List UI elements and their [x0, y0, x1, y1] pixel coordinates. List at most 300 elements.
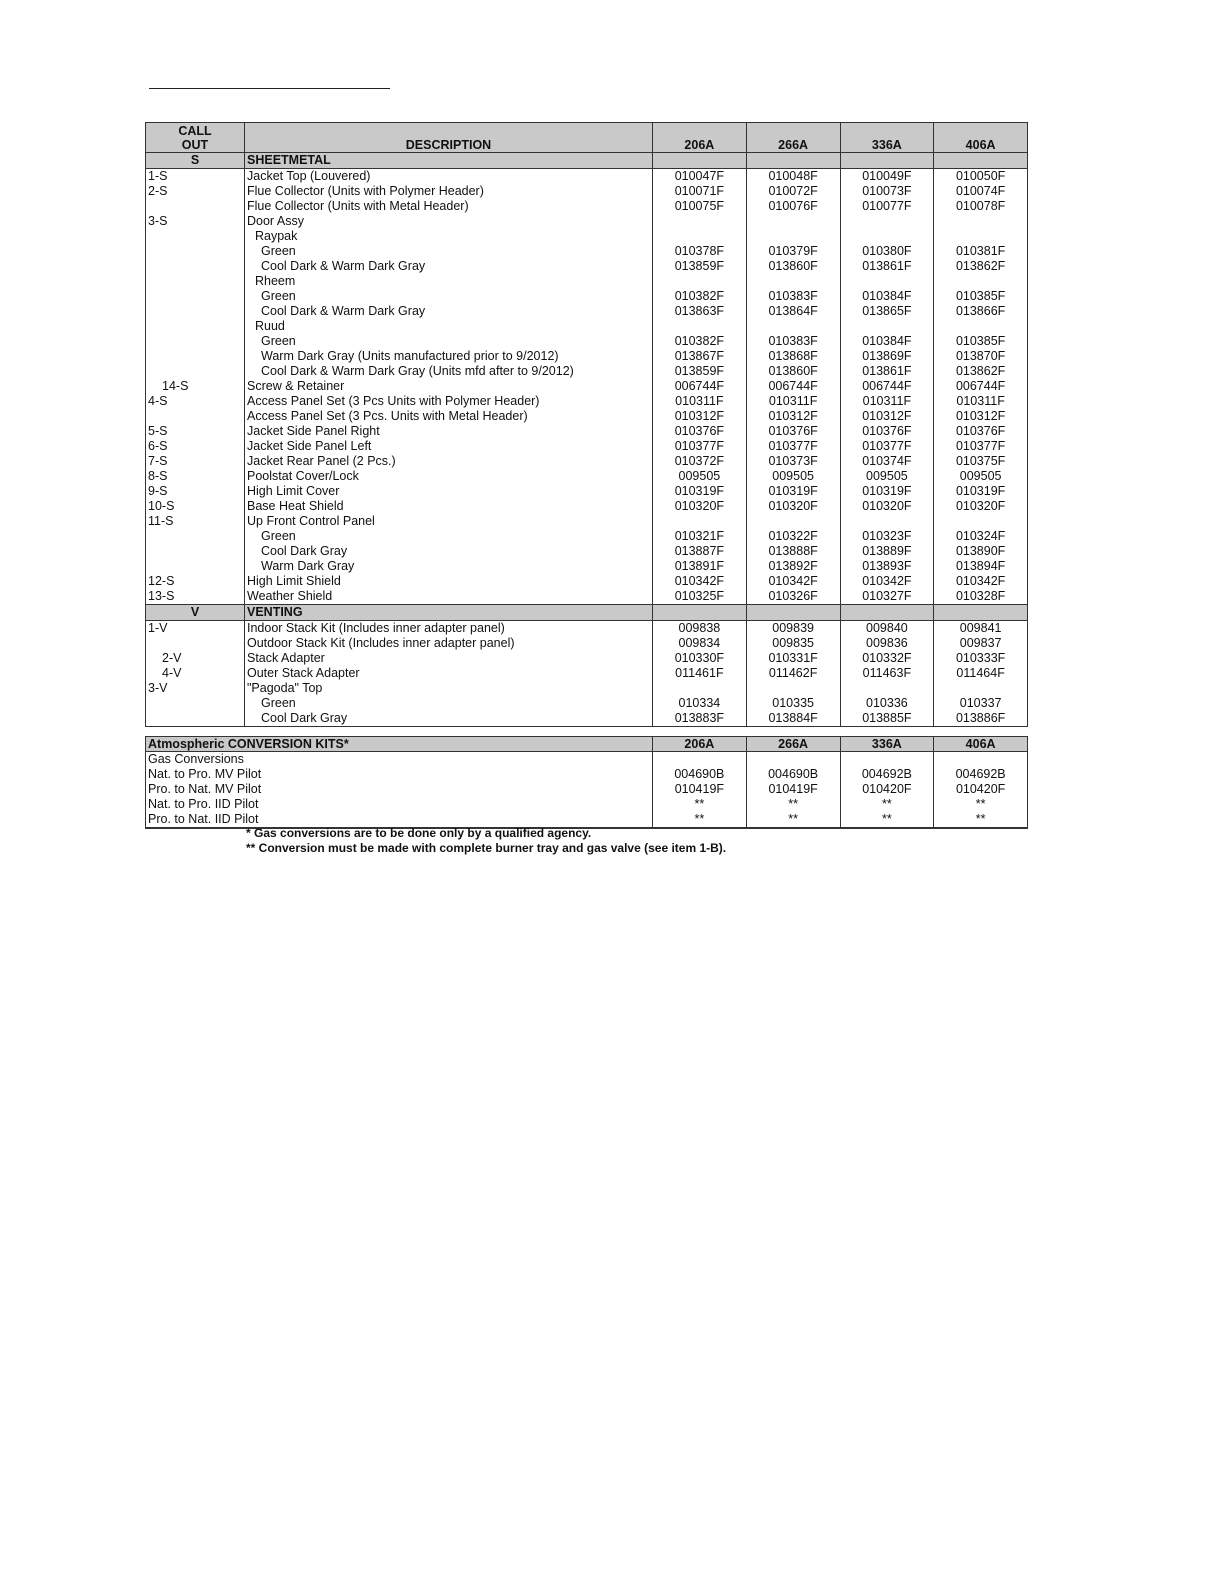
section-code: S: [146, 153, 245, 169]
part-number-cell: [840, 319, 934, 334]
part-number-cell: 010375F: [934, 454, 1028, 469]
description-text: Jacket Side Panel Right: [247, 424, 380, 438]
description-text: Raypak: [255, 229, 298, 243]
call-out-header: [146, 123, 245, 153]
part-row: [146, 229, 1028, 244]
part-number-cell: 010378F: [653, 244, 747, 259]
part-number-cell: 010076F: [746, 199, 840, 214]
kit-number-cell: 004690B: [746, 767, 840, 782]
part-number-cell: 010319F: [653, 484, 747, 499]
kit-row: [146, 752, 1028, 768]
call-out-cell: [146, 319, 245, 334]
part-number-cell: 010072F: [746, 184, 840, 199]
part-number-cell: 010383F: [746, 334, 840, 349]
part-number-cell: [840, 514, 934, 529]
part-number-cell: 013886F: [934, 711, 1028, 727]
part-number-cell: 010337: [934, 696, 1028, 711]
part-number-cell: 006744F: [934, 379, 1028, 394]
part-number-cell: [746, 514, 840, 529]
kit-number-cell: **: [840, 812, 934, 828]
part-number-cell: 006744F: [840, 379, 934, 394]
call-out-cell: 2-V: [146, 651, 245, 666]
part-number-cell: 013894F: [934, 559, 1028, 574]
part-number-cell: [653, 229, 747, 244]
part-number-cell: 013869F: [840, 349, 934, 364]
model-header: 336A: [840, 737, 934, 752]
description-text: Rheem: [255, 274, 296, 288]
description-cell: [245, 621, 653, 637]
call-out-cell: 1-V: [146, 621, 245, 637]
part-row: [146, 589, 1028, 605]
part-number-cell: [653, 681, 747, 696]
part-row: [146, 394, 1028, 409]
part-number-cell: 010376F: [653, 424, 747, 439]
part-number-cell: 010074F: [934, 184, 1028, 199]
description-text: Cool Dark & Warm Dark Gray: [261, 259, 426, 273]
part-number-cell: 010321F: [653, 529, 747, 544]
part-number-cell: 010047F: [653, 169, 747, 185]
description-cell: [245, 484, 653, 499]
description-header: DESCRIPTION: [245, 123, 653, 153]
part-number-cell: 010311F: [653, 394, 747, 409]
call-out-cell: [146, 544, 245, 559]
part-number-cell: 010382F: [653, 334, 747, 349]
kit-number-cell: 004692B: [934, 767, 1028, 782]
part-number-cell: [653, 319, 747, 334]
part-number-cell: 010382F: [653, 289, 747, 304]
part-number-cell: [934, 274, 1028, 289]
description-cell: [245, 334, 653, 349]
description-text: Jacket Side Panel Left: [247, 439, 372, 453]
conversion-kits-table: [145, 736, 1028, 829]
kit-number-cell: 010420F: [934, 782, 1028, 797]
part-number-cell: 009838: [653, 621, 747, 637]
part-number-cell: 010049F: [840, 169, 934, 185]
section-blank-cell: [934, 605, 1028, 621]
part-number-cell: 010078F: [934, 199, 1028, 214]
kit-row: [146, 797, 1028, 812]
part-number-cell: 010312F: [653, 409, 747, 424]
description-text: Access Panel Set (3 Pcs Units with Polymer Header): [247, 394, 540, 408]
call-out-cell: 12-S: [146, 574, 245, 589]
call-out-cell: 3-V: [146, 681, 245, 696]
footnotes: [246, 826, 726, 856]
description-cell: [245, 696, 653, 711]
part-number-cell: 013860F: [746, 259, 840, 274]
call-out-cell: [146, 529, 245, 544]
part-number-cell: 013862F: [934, 364, 1028, 379]
part-row: [146, 499, 1028, 514]
part-number-cell: 010342F: [840, 574, 934, 589]
section-blank-cell: [746, 153, 840, 169]
part-number-cell: 010384F: [840, 289, 934, 304]
section-blank-cell: [746, 605, 840, 621]
part-number-cell: [746, 274, 840, 289]
model-header: 336A: [840, 123, 934, 153]
model-header: 266A: [746, 123, 840, 153]
part-row: [146, 334, 1028, 349]
part-number-cell: 010334: [653, 696, 747, 711]
description-text: Jacket Rear Panel (2 Pcs.): [247, 454, 396, 468]
call-out-cell: [146, 244, 245, 259]
description-text: Outer Stack Adapter: [247, 666, 360, 680]
section-blank-cell: [840, 153, 934, 169]
description-cell: [245, 409, 653, 424]
part-number-cell: 010330F: [653, 651, 747, 666]
part-row: [146, 244, 1028, 259]
description-text: Access Panel Set (3 Pcs. Units with Metal Header): [247, 409, 528, 423]
part-number-cell: 013866F: [934, 304, 1028, 319]
part-number-cell: 013888F: [746, 544, 840, 559]
part-number-cell: 013883F: [653, 711, 747, 727]
part-number-cell: 010325F: [653, 589, 747, 605]
model-header: 406A: [934, 123, 1028, 153]
part-number-cell: 006744F: [746, 379, 840, 394]
call-out-cell: 14-S: [146, 379, 245, 394]
part-number-cell: 010376F: [934, 424, 1028, 439]
part-row: [146, 666, 1028, 681]
call-out-header-line1: CALL: [178, 124, 212, 138]
part-number-cell: 010385F: [934, 289, 1028, 304]
description-cell: [245, 364, 653, 379]
description-text: Flue Collector (Units with Metal Header): [247, 199, 469, 213]
part-number-cell: [934, 229, 1028, 244]
part-number-cell: 010311F: [934, 394, 1028, 409]
part-number-cell: 011461F: [653, 666, 747, 681]
part-number-cell: 010324F: [934, 529, 1028, 544]
part-number-cell: 010373F: [746, 454, 840, 469]
description-cell: [245, 711, 653, 727]
part-number-cell: 010377F: [840, 439, 934, 454]
description-text: Green: [261, 289, 296, 303]
description-text: Green: [261, 696, 296, 710]
part-number-cell: 006744F: [653, 379, 747, 394]
part-number-cell: 013870F: [934, 349, 1028, 364]
section-row: [146, 153, 1028, 169]
description-cell: [245, 559, 653, 574]
part-number-cell: [934, 514, 1028, 529]
kit-number-cell: **: [746, 797, 840, 812]
description-cell: [245, 244, 653, 259]
part-number-cell: 009505: [653, 469, 747, 484]
part-number-cell: 013868F: [746, 349, 840, 364]
part-number-cell: 010320F: [653, 499, 747, 514]
description-cell: [245, 589, 653, 605]
part-number-cell: 013893F: [840, 559, 934, 574]
header-rule: [149, 88, 390, 89]
part-number-cell: 010384F: [840, 334, 934, 349]
part-number-cell: 010376F: [840, 424, 934, 439]
part-number-cell: 010374F: [840, 454, 934, 469]
part-number-cell: 010377F: [934, 439, 1028, 454]
call-out-cell: [146, 409, 245, 424]
description-text: Base Heat Shield: [247, 499, 344, 513]
part-number-cell: [840, 214, 934, 229]
part-row: [146, 529, 1028, 544]
part-number-cell: [840, 229, 934, 244]
model-header: 266A: [746, 737, 840, 752]
part-number-cell: [934, 681, 1028, 696]
part-number-cell: 010342F: [746, 574, 840, 589]
description-text: Cool Dark Gray: [261, 711, 348, 725]
call-out-cell: [146, 274, 245, 289]
part-number-cell: 011462F: [746, 666, 840, 681]
kit-number-cell: 004692B: [840, 767, 934, 782]
part-row: [146, 349, 1028, 364]
description-cell: [245, 394, 653, 409]
description-cell: [245, 454, 653, 469]
section-title: SHEETMETAL: [245, 153, 653, 169]
part-row: [146, 289, 1028, 304]
part-number-cell: 010322F: [746, 529, 840, 544]
part-number-cell: 009505: [840, 469, 934, 484]
call-out-cell: [146, 199, 245, 214]
part-number-cell: 013861F: [840, 259, 934, 274]
description-cell: [245, 184, 653, 199]
description-cell: [245, 636, 653, 651]
part-row: [146, 574, 1028, 589]
part-number-cell: 010331F: [746, 651, 840, 666]
kit-description-cell: Nat. to Pro. MV Pilot: [146, 767, 653, 782]
call-out-cell: 9-S: [146, 484, 245, 499]
part-number-cell: 010071F: [653, 184, 747, 199]
part-number-cell: 011464F: [934, 666, 1028, 681]
part-number-cell: 009834: [653, 636, 747, 651]
part-number-cell: 013864F: [746, 304, 840, 319]
description-cell: [245, 439, 653, 454]
part-row: [146, 424, 1028, 439]
description-text: Weather Shield: [247, 589, 333, 603]
part-number-cell: 010376F: [746, 424, 840, 439]
model-header: 206A: [653, 123, 747, 153]
part-number-cell: 010075F: [653, 199, 747, 214]
parts-table: [145, 122, 1028, 727]
description-text: Ruud: [255, 319, 285, 333]
part-row: [146, 484, 1028, 499]
section-row: [146, 605, 1028, 621]
part-number-cell: 010320F: [840, 499, 934, 514]
description-text: Cool Dark Gray: [261, 544, 348, 558]
description-text: Warm Dark Gray: [261, 559, 355, 573]
description-text: Green: [261, 529, 296, 543]
description-text: Screw & Retainer: [247, 379, 345, 393]
description-text: Door Assy: [247, 214, 304, 228]
part-row: [146, 544, 1028, 559]
part-number-cell: 010342F: [653, 574, 747, 589]
part-number-cell: [746, 681, 840, 696]
description-cell: [245, 169, 653, 185]
part-number-cell: [653, 214, 747, 229]
part-number-cell: 013867F: [653, 349, 747, 364]
description-cell: [245, 214, 653, 229]
kit-number-cell: **: [934, 797, 1028, 812]
part-number-cell: 013859F: [653, 259, 747, 274]
part-row: [146, 439, 1028, 454]
kit-number-cell: [746, 752, 840, 768]
call-out-cell: [146, 229, 245, 244]
kit-row: [146, 782, 1028, 797]
kit-number-cell: [653, 752, 747, 768]
description-cell: [245, 424, 653, 439]
kit-number-cell: 004690B: [653, 767, 747, 782]
part-number-cell: 013890F: [934, 544, 1028, 559]
section-blank-cell: [653, 153, 747, 169]
part-number-cell: 013865F: [840, 304, 934, 319]
description-cell: [245, 349, 653, 364]
part-number-cell: [934, 214, 1028, 229]
call-out-cell: [146, 711, 245, 727]
part-number-cell: 009840: [840, 621, 934, 637]
call-out-cell: 4-V: [146, 666, 245, 681]
call-out-cell: [146, 334, 245, 349]
part-number-cell: 010381F: [934, 244, 1028, 259]
part-number-cell: 010380F: [840, 244, 934, 259]
parts-header-row: [146, 123, 1028, 153]
description-text: Flue Collector (Units with Polymer Header): [247, 184, 484, 198]
model-header: 206A: [653, 737, 747, 752]
part-number-cell: 011463F: [840, 666, 934, 681]
kit-row: [146, 767, 1028, 782]
call-out-cell: [146, 636, 245, 651]
kit-number-cell: **: [653, 812, 747, 828]
description-cell: [245, 666, 653, 681]
part-number-cell: 009837: [934, 636, 1028, 651]
call-out-cell: 4-S: [146, 394, 245, 409]
section-code: V: [146, 605, 245, 621]
description-cell: [245, 651, 653, 666]
part-number-cell: 013861F: [840, 364, 934, 379]
part-number-cell: 010050F: [934, 169, 1028, 185]
call-out-header-line2: OUT: [181, 138, 209, 152]
description-cell: [245, 274, 653, 289]
part-number-cell: 013892F: [746, 559, 840, 574]
part-number-cell: 010342F: [934, 574, 1028, 589]
part-number-cell: 010336: [840, 696, 934, 711]
part-row: [146, 469, 1028, 484]
section-title: VENTING: [245, 605, 653, 621]
part-number-cell: 010335: [746, 696, 840, 711]
call-out-cell: 8-S: [146, 469, 245, 484]
part-number-cell: 010323F: [840, 529, 934, 544]
part-number-cell: 010312F: [840, 409, 934, 424]
description-text: Indoor Stack Kit (Includes inner adapter panel): [247, 621, 505, 635]
description-text: Stack Adapter: [247, 651, 325, 665]
description-cell: [245, 529, 653, 544]
kit-description-cell: Gas Conversions: [146, 752, 653, 768]
description-cell: [245, 319, 653, 334]
part-row: [146, 514, 1028, 529]
call-out-cell: 6-S: [146, 439, 245, 454]
part-number-cell: [934, 319, 1028, 334]
part-row: [146, 409, 1028, 424]
call-out-cell: [146, 304, 245, 319]
description-cell: [245, 259, 653, 274]
description-text: Warm Dark Gray (Units manufactured prior to 9/2012): [261, 349, 559, 363]
kit-number-cell: **: [934, 812, 1028, 828]
description-text: Up Front Control Panel: [247, 514, 375, 528]
description-cell: [245, 514, 653, 529]
call-out-cell: [146, 289, 245, 304]
section-blank-cell: [840, 605, 934, 621]
call-out-cell: 11-S: [146, 514, 245, 529]
kit-description-cell: Pro. to Nat. IID Pilot: [146, 812, 653, 828]
part-number-cell: 013887F: [653, 544, 747, 559]
part-row: [146, 454, 1028, 469]
part-number-cell: [840, 681, 934, 696]
kits-header-row: [146, 737, 1028, 752]
kit-number-cell: **: [840, 797, 934, 812]
part-number-cell: 009835: [746, 636, 840, 651]
part-number-cell: 010332F: [840, 651, 934, 666]
kit-number-cell: [840, 752, 934, 768]
part-row: [146, 681, 1028, 696]
footnote-1: * Gas conversions are to be done only by a qualified agency.: [246, 826, 592, 840]
part-number-cell: 010377F: [653, 439, 747, 454]
part-number-cell: 010383F: [746, 289, 840, 304]
kits-title: Atmospheric CONVERSION KITS*: [146, 737, 653, 752]
description-cell: [245, 289, 653, 304]
part-row: [146, 696, 1028, 711]
part-number-cell: 010319F: [840, 484, 934, 499]
section-blank-cell: [934, 153, 1028, 169]
part-row: [146, 636, 1028, 651]
part-row: [146, 259, 1028, 274]
part-number-cell: [653, 274, 747, 289]
call-out-cell: 5-S: [146, 424, 245, 439]
description-cell: [245, 304, 653, 319]
part-row: [146, 711, 1028, 727]
part-number-cell: 010333F: [934, 651, 1028, 666]
description-cell: [245, 469, 653, 484]
part-number-cell: 010311F: [840, 394, 934, 409]
description-text: Cool Dark & Warm Dark Gray (Units mfd after to 9/2012): [261, 364, 574, 378]
part-number-cell: 010319F: [746, 484, 840, 499]
part-row: [146, 274, 1028, 289]
kit-description-cell: Pro. to Nat. MV Pilot: [146, 782, 653, 797]
description-cell: [245, 499, 653, 514]
kit-number-cell: 010419F: [653, 782, 747, 797]
part-number-cell: 010372F: [653, 454, 747, 469]
kit-number-cell: 010420F: [840, 782, 934, 797]
part-number-cell: 009505: [746, 469, 840, 484]
part-number-cell: 010312F: [746, 409, 840, 424]
part-number-cell: [746, 229, 840, 244]
part-number-cell: 010312F: [934, 409, 1028, 424]
part-number-cell: 010327F: [840, 589, 934, 605]
part-number-cell: 013863F: [653, 304, 747, 319]
description-cell: [245, 229, 653, 244]
description-cell: [245, 681, 653, 696]
part-number-cell: 013889F: [840, 544, 934, 559]
kit-number-cell: **: [746, 812, 840, 828]
part-number-cell: [746, 214, 840, 229]
part-number-cell: 010077F: [840, 199, 934, 214]
description-text: Green: [261, 244, 296, 258]
part-row: [146, 379, 1028, 394]
part-number-cell: 010377F: [746, 439, 840, 454]
part-number-cell: 013885F: [840, 711, 934, 727]
description-cell: [245, 199, 653, 214]
part-number-cell: 013859F: [653, 364, 747, 379]
part-number-cell: 009505: [934, 469, 1028, 484]
part-number-cell: 009839: [746, 621, 840, 637]
kit-number-cell: **: [653, 797, 747, 812]
part-number-cell: 010379F: [746, 244, 840, 259]
part-row: [146, 651, 1028, 666]
description-text: Jacket Top (Louvered): [247, 169, 371, 183]
part-row: [146, 184, 1028, 199]
part-row: [146, 319, 1028, 334]
